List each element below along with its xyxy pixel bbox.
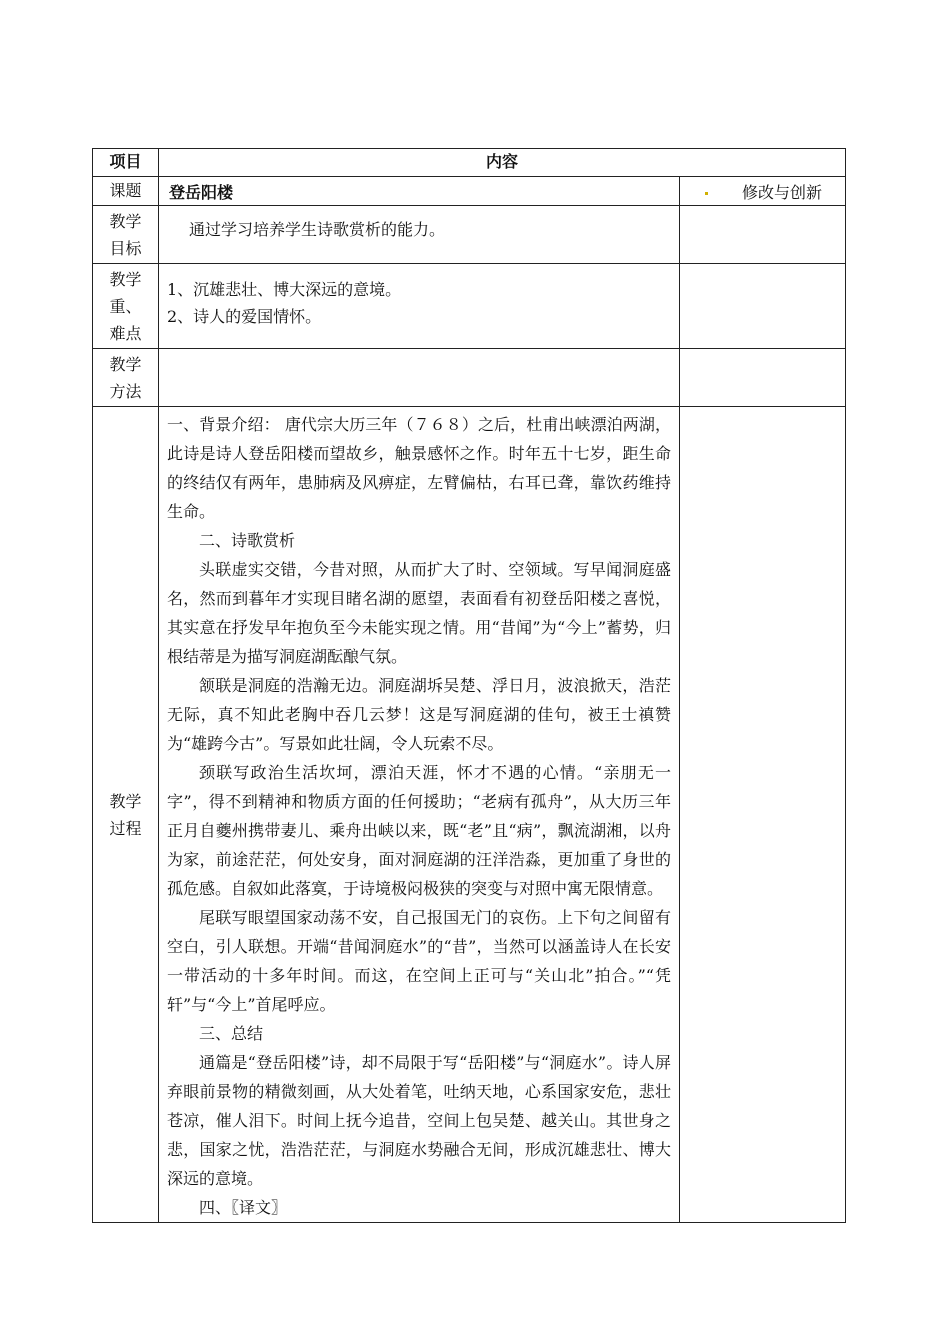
focus-item: 2、诗人的爱国情怀。 [167,307,322,326]
method-row [93,349,846,407]
lesson-plan-table [92,148,846,1223]
paragraph-couplet-2: 颔联是洞庭的浩瀚无边。洞庭湖坼吴楚、浮日月，波浪掀天，浩茫无际，真不知此老胸中吞几云梦！这是写洞庭湖的佳句，被王士禛赞为“雄跨今古”。写景如此壮阔，令人玩索不尽。 [167,676,671,753]
goal-text: 通过学习培养学生诗歌赏析的能力。 [159,206,680,264]
marker-dot [705,192,708,195]
focus-item: 1、沉雄悲壮、博大深远的意境。 [167,280,402,299]
section-heading: 二、诗歌赏析 [199,531,296,550]
focus-label: 教学 重、 难点 [93,264,159,349]
goal-label: 教学 目标 [93,206,159,264]
topic-label: 课题 [93,177,159,206]
section-heading: 三、总结 [199,1024,264,1043]
header-row [93,149,846,177]
header-content: 内容 [159,149,846,177]
paragraph-couplet-1: 头联虚实交错，今昔对照，从而扩大了时、空领域。写早闻洞庭盛名，然而到暮年才实现目睹名湖的愿望，表面看有初登岳阳楼之喜悦，其实意在抒发早年抱负至今未能实现之情。用“昔闻”为“今上”蓄势，归根结蒂是为描写洞庭湖酝酿气氛。 [167,560,671,666]
process-content [159,407,680,1223]
topic-row [93,177,846,206]
section-heading: 四、〖译文〗 [199,1198,288,1217]
focus-notes [680,264,846,349]
paragraph-background: 一、背景介绍： 唐代宗大历三年（７６８）之后，杜甫出峡漂泊两湖，此诗是诗人登岳阳楼而望故乡，触景感怀之作。时年五十七岁，距生命的终结仅有两年，患肺病及风痹症，左臂偏枯，右耳已聋，靠饮药维持生命。 [167,415,671,521]
method-notes [680,349,846,407]
topic-title: 登岳阳楼 [159,177,680,206]
header-item: 项目 [93,149,159,177]
focus-list [159,264,680,349]
paragraph-couplet-3: 颈联写政治生活坎坷，漂泊天涯，怀才不遇的心情。“亲朋无一字”，得不到精神和物质方面的任何援助；“老病有孤舟”，从大历三年正月自夔州携带妻儿、乘舟出峡以来，既“老”且“病”，飘流湖湘，以舟为家，前途茫茫，何处安身，面对洞庭湖的汪洋浩淼，更加重了身世的孤危感。自叙如此落寞，于诗境极闷极狭的突变与对照中寓无限情意。 [167,763,671,898]
goal-row [93,206,846,264]
method-text [159,349,680,407]
method-label: 教学 方法 [93,349,159,407]
process-row [93,407,846,1223]
revise-label: 修改与创新 [742,183,823,202]
process-label: 教学 过程 [93,407,159,1223]
process-notes [680,407,846,1223]
focus-row [93,264,846,349]
revise-cell [680,177,846,206]
paragraph-couplet-4: 尾联写眼望国家动荡不安，自己报国无门的哀伤。上下句之间留有空白，引人联想。开端“昔闻洞庭水”的“昔”，当然可以涵盖诗人在长安一带活动的十多年时间。而这，在空间上正可与“关山北”拍合。”“凭轩”与“今上”首尾呼应。 [167,908,671,1014]
paragraph-summary: 通篇是“登岳阳楼”诗，却不局限于写“岳阳楼”与“洞庭水”。诗人屏弃眼前景物的精微刻画，从大处着笔，吐纳天地，心系国家安危，悲壮苍凉，催人泪下。时间上抚今追昔，空间上包吴楚、越关山。其世身之悲，国家之忧，浩浩茫茫，与洞庭水势融合无间，形成沉雄悲壮、博大深远的意境。 [167,1053,671,1188]
goal-notes [680,206,846,264]
